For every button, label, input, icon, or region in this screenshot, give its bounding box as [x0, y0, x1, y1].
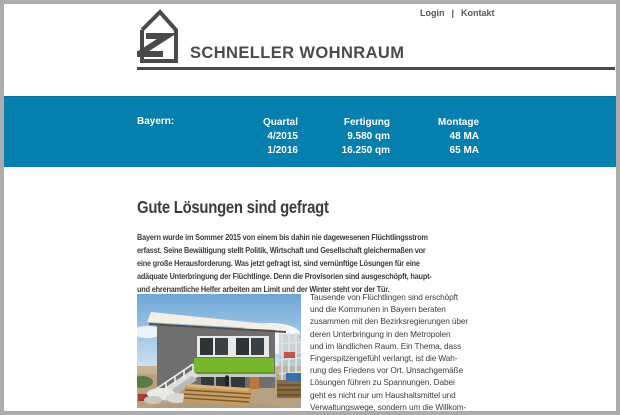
text-line: Lösungen führen zu Spannungen. Dabei — [310, 377, 455, 388]
column-header: Fertigung — [343, 117, 390, 128]
column-value: 65 MA — [449, 145, 479, 156]
text-line: eine große Herausforderung. Was jetzt gefragt ist, sind vernünftige Lösungen für eine — [137, 258, 420, 268]
banner-region-label: Bayern: — [137, 116, 175, 127]
text-line: Bayern wurde im Sommer 2015 von einem bis dahin nie dagewesenen Flüchtlingsstrom — [137, 232, 428, 242]
column-value: 1/2016 — [267, 145, 298, 156]
header-divider — [137, 67, 615, 70]
stats-banner — [0, 96, 620, 167]
text-line: erfasst. Seine Bewältigung stellt Politik, Wirtschaft und Gesellschaft gleichermaßen vor — [137, 245, 426, 255]
text-line: rung des Friedens vor Ort. Unsachgemäße — [310, 365, 464, 376]
text-line: und ehrenamtliche Helfer arbeiten am Limit und der Winter steht vor der Tür. — [137, 284, 390, 294]
modular-building-photo-image — [137, 294, 301, 408]
kontakt-link[interactable]: Kontakt — [461, 8, 495, 18]
nav-separator: | — [451, 8, 455, 18]
column-header: Montage — [437, 117, 479, 128]
text-line: Verwaltungswege, sondern um die Willkom- — [310, 401, 467, 412]
column-value: 16.250 qm — [341, 145, 390, 156]
text-line: und im ländlichen Raum. Ein Thema, dass — [310, 340, 462, 351]
text-line: zusammen mit den Bezirksregierungen über — [310, 316, 469, 327]
article-photo — [137, 294, 301, 408]
column-value: 9.580 qm — [347, 131, 390, 142]
text-line: Tausende von Flüchtlingen sind erschöpft — [310, 292, 458, 302]
article-title: Gute Lösungen sind gefragt — [137, 197, 329, 217]
banner-column-montage — [398, 116, 479, 158]
text-line: deren Unterbringung in den Metropolen — [310, 328, 451, 339]
article-lead-paragraph — [137, 231, 432, 296]
text-line: Fingerspitzengefühl verlangt, ist die Wah- — [310, 353, 458, 364]
column-value: 4/2015 — [267, 131, 298, 142]
text-line: adäquate Unterbringung der Flüchtlinge. Denn die Provisorien sind ausgeschöpft, haupt- — [137, 271, 432, 281]
banner-column-quartal — [230, 116, 298, 158]
brand-title[interactable]: SCHNELLER WOHNRAUM — [190, 44, 405, 62]
text-line: geht es nicht nur um Haushaltsmittel und — [310, 389, 456, 400]
column-value: 48 MA — [449, 131, 479, 142]
article-body-paragraph — [310, 291, 468, 413]
banner-column-fertigung — [306, 116, 390, 158]
login-link[interactable]: Login — [420, 8, 445, 18]
text-line: und die Kommunen in Bayern beraten — [310, 304, 446, 315]
house-z-logo-icon[interactable] — [134, 8, 178, 70]
column-header: Quartal — [262, 117, 298, 128]
top-navigation — [420, 8, 495, 18]
